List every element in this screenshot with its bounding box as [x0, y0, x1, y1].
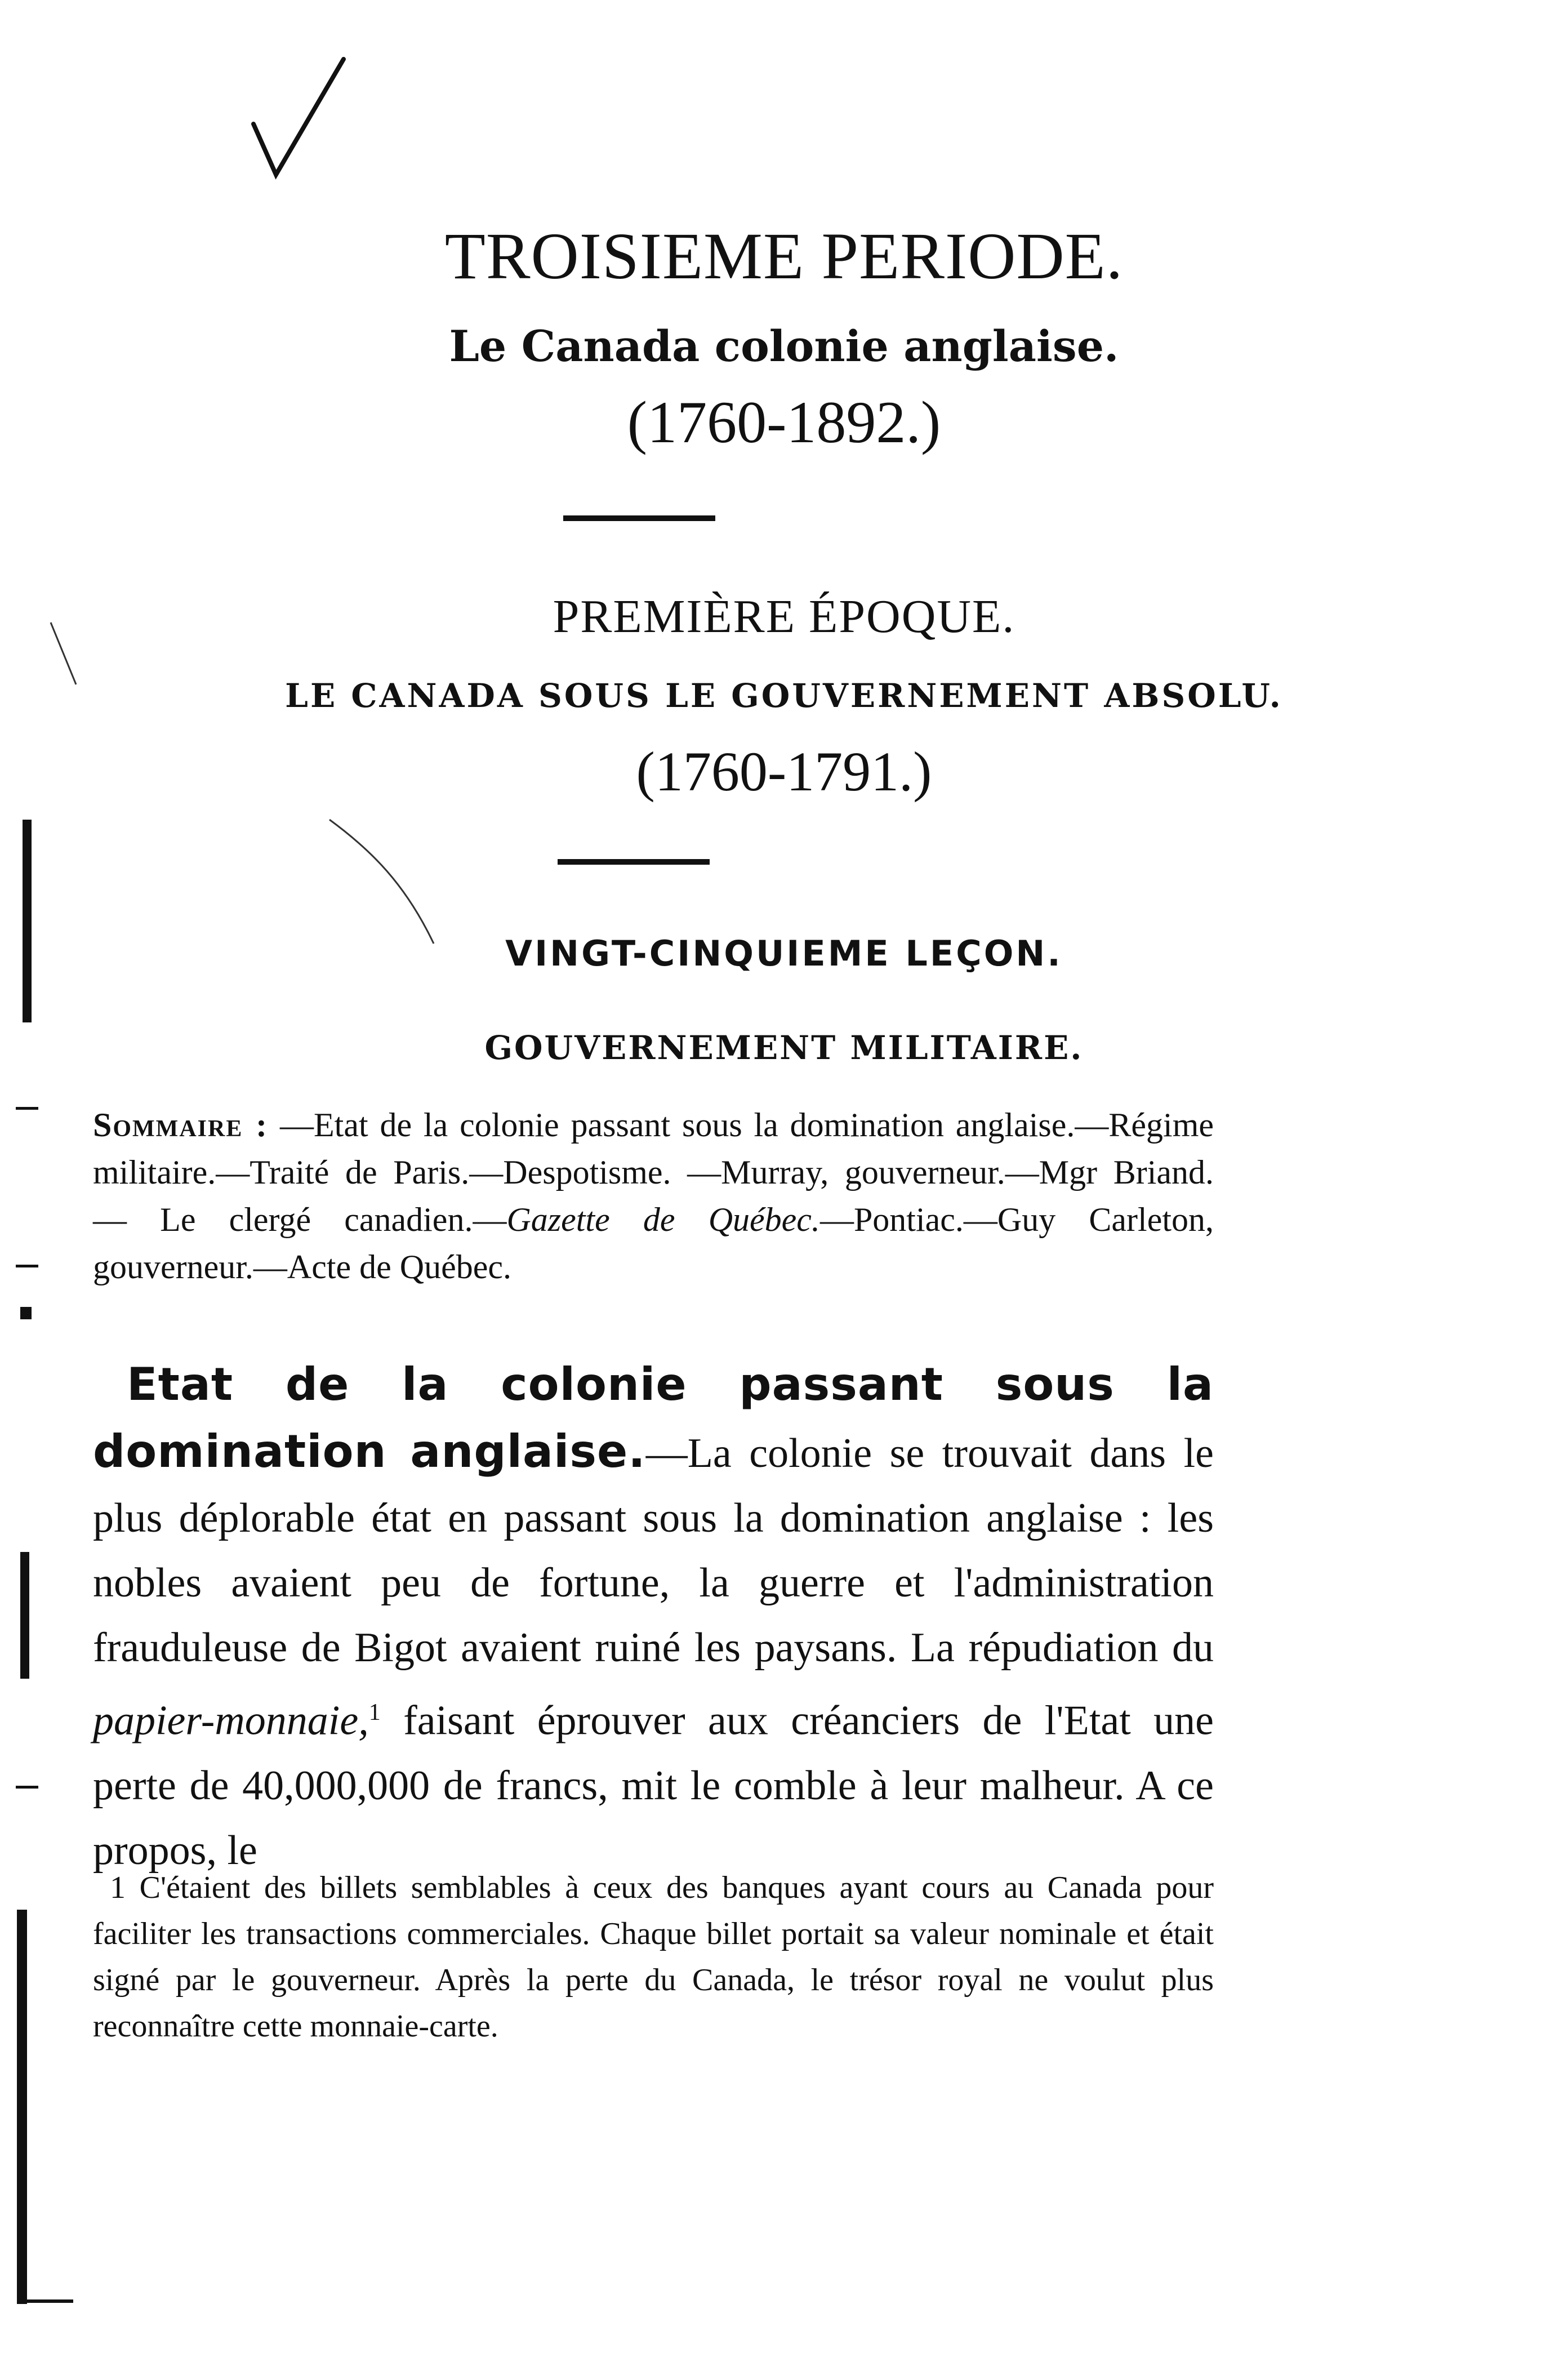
margin-tick: [16, 1107, 38, 1110]
divider-rule: [563, 515, 715, 521]
margin-tick: [17, 2299, 73, 2303]
epoch-range: (1760-1791.): [636, 740, 932, 803]
divider-rule: [558, 859, 710, 865]
handwritten-checkmark-icon: [248, 56, 349, 180]
margin-tick: [16, 1786, 38, 1789]
body-text-1: —La colonie se trouvait dans le plus déplorable état en passant sous la domination anglaise : les nobles avaient peu de fortune, la guerre et l'administration frauduleuse de Bigot avaient ruiné les paysans. La répudiation du: [93, 1430, 1214, 1671]
period-subtitle: Le Canada colonie anglaise.: [449, 321, 1119, 371]
section-heading: Etat de la colonie passant sous la domination anglaise.: [93, 1358, 1214, 1478]
sommaire-italic: Gazette de Québec.: [506, 1201, 820, 1238]
footnote-number: 1: [110, 1870, 126, 1905]
body-paragraph: [93, 1352, 1214, 1883]
sommaire-label: Sommaire :: [93, 1106, 269, 1144]
body-italic: papier-monnaie,: [93, 1697, 369, 1744]
margin-dot: [20, 1307, 32, 1319]
footnote: [93, 1865, 1214, 2049]
period-title: TROISIEME PERIODE.: [444, 219, 1124, 293]
footnote-text: C'étaient des billets semblables à ceux des banques ayant cours au Canada pour faciliter les transactions commerciales. Chaque billet portait sa valeur nominale et était signé par le gouverneur. Après la perte du Canada, le trésor royal ne voulut plus reconnaître cette monnaie-carte.: [93, 1870, 1214, 2044]
epoch-title: PREMIÈRE ÉPOQUE.: [553, 590, 1015, 643]
lesson-title: VINGT-CINQUIEME LEÇON.: [505, 933, 1063, 974]
period-range: (1760-1892.): [627, 389, 941, 455]
body-text-2: faisant éprouver aux créanciers de l'Etat une perte de 40,000,000 de francs, mit le comble à leur malheur. A ce propos, le: [93, 1697, 1214, 1874]
pencil-stroke: [327, 817, 439, 946]
sommaire-paragraph: [93, 1101, 1214, 1291]
margin-bar: [23, 820, 32, 1022]
margin-bar: [17, 1910, 27, 2304]
margin-bar: [20, 1552, 29, 1679]
pencil-stroke: [48, 620, 82, 687]
margin-tick: [16, 1265, 38, 1267]
sommaire-text-2: —Pontiac.—Guy Carleton, gouverneur.—Acte de Québec.: [93, 1201, 1214, 1286]
lesson-subtitle: GOUVERNEMENT MILITAIRE.: [484, 1029, 1084, 1067]
footnote-ref: 1: [368, 1700, 381, 1725]
epoch-subtitle: LE CANADA SOUS LE GOUVERNEMENT ABSOLU.: [285, 677, 1283, 715]
sommaire-text: —Etat de la colonie passant sous la domination anglaise.—Régime militaire.—Traité de Paris.—Despotisme. —Murray, gouverneur.—Mgr Briand. — Le clergé canadien.—: [93, 1106, 1214, 1238]
